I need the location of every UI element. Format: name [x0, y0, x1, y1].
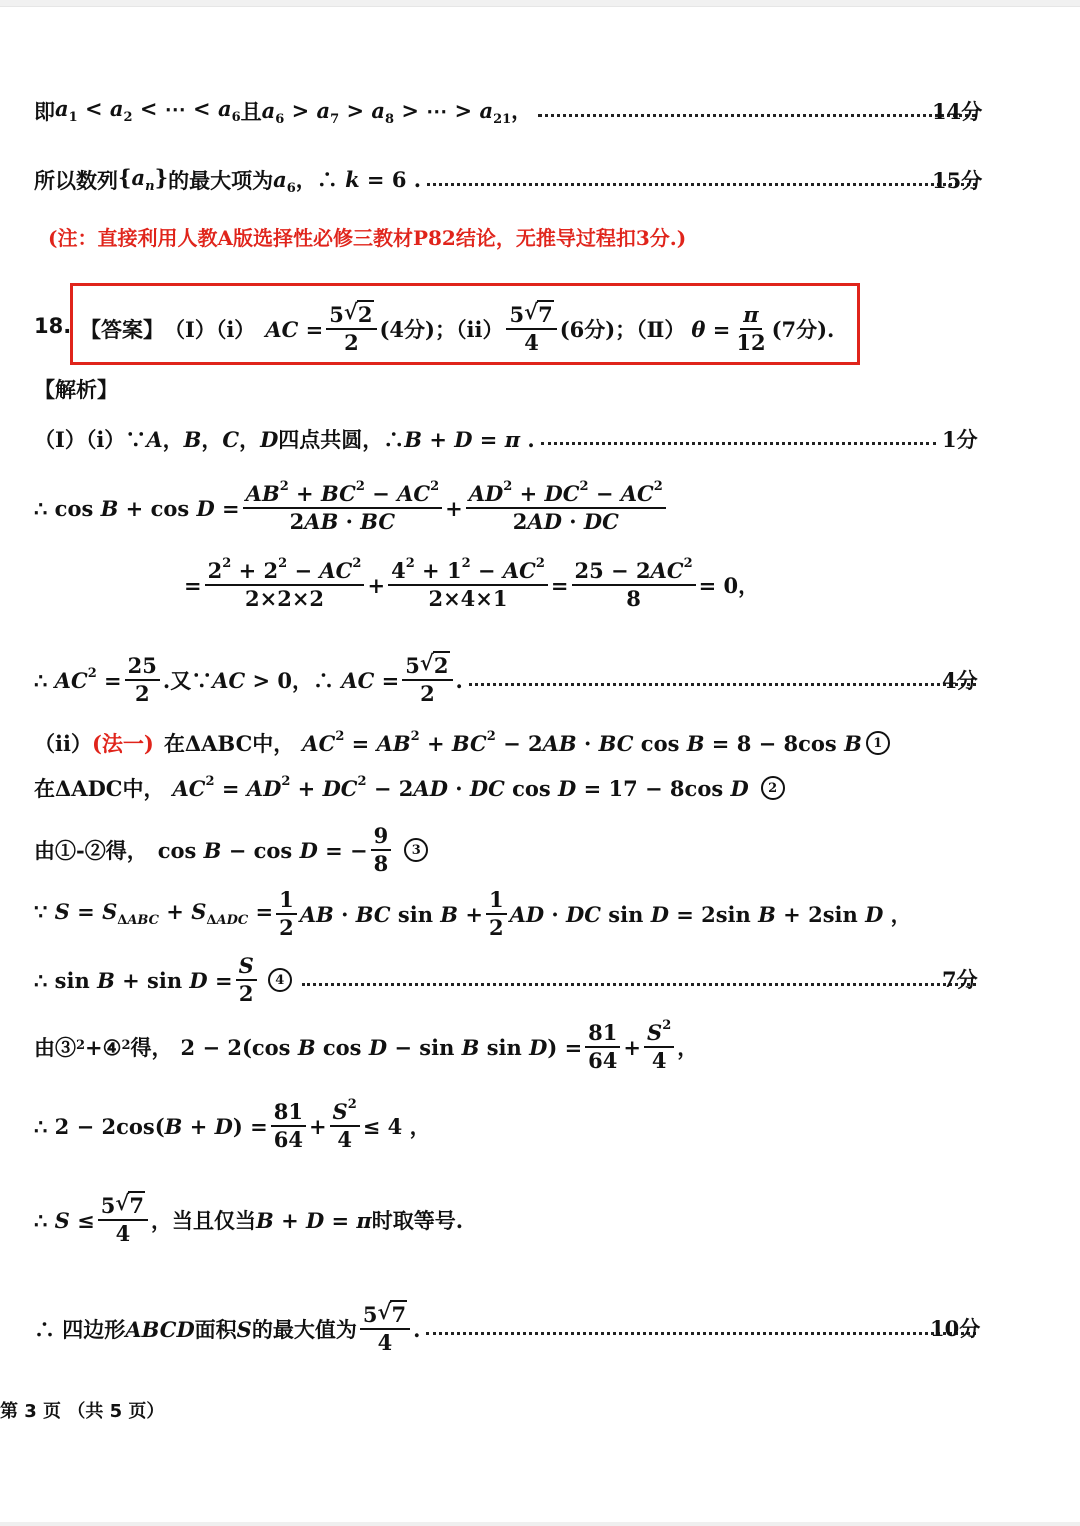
line-max-term: [34, 155, 982, 205]
math-order-chain-2: $a_6 > a_7 > a_8$ > ⋯ > $a_{21}$，: [261, 97, 533, 128]
dot-leader: [302, 983, 976, 986]
text-concyclic: 四点共圆，∴: [278, 427, 405, 452]
answer-p6: (6分)；（Ⅱ）: [559, 317, 686, 342]
line-square-sum: 由③ $^2$ +④ $^2$ 得， 2 − 2(cos B cos D − sin B sin D) = $\frac{81}{64}$ + $\frac{S^2}{4}$ ，: [34, 1017, 699, 1073]
line-max-area: ∴ 四边形 ABCD 面积 S 的最大值为 $\frac{5√ 7}{4}$ .: [34, 1301, 982, 1357]
math-a6-k: $a_6$，∴ k = 6 .: [273, 166, 422, 197]
question-number: 18.: [34, 314, 72, 338]
text-max-term: 的最大项为: [168, 168, 274, 193]
circled-1: 1: [866, 731, 890, 755]
line-cos-sum: ∴ cos B + cos D = $\frac{AB^2 + BC^2 - AC^2}{2AB \cdot BC}$ + $\frac{AD^2 + DC^2 - AC^2}{2AD \cdot DC}$: [34, 478, 669, 538]
line-area: ∵ $S = S_{\Delta ABC} + S_{\Delta ADC}$ = $\frac{1}{2}$ AB · BC sin B + $\frac{1}{2}$ AD · DC sin D = 2sin B + 2sin D ，: [34, 886, 912, 940]
text-de: 得，: [130, 1035, 173, 1060]
math-abcd: A，B，C，D: [146, 427, 279, 452]
page-top-edge: [0, 0, 1080, 7]
line-ac-value: ∴ $AC^2$ = $\frac{25}{2}$ .又∵ AC > 0，∴ AC = $\frac{5√ 2}{2}$ .: [34, 652, 982, 708]
answer-p7: (7分).: [771, 317, 835, 342]
frac-5sqrt7-4: $\frac{5√ 7}{4}$: [506, 303, 556, 355]
page-footer: 第 3 页 （共 5 页）: [0, 1401, 165, 1422]
line-sequence-order: [34, 86, 982, 136]
circled-4: 4: [268, 968, 292, 992]
line-adc: 在ΔADC中， $AC^2 = AD^2 + DC^2 - 2AD$ · DC cos D = 17 − 8cos D 2: [34, 763, 789, 813]
score-14: 14分: [932, 99, 983, 124]
text-quad: ∴ 四边形: [34, 1317, 126, 1342]
text-equality-cond: ，当且仅当: [151, 1208, 257, 1233]
text-part-ii: （ⅱ）: [34, 731, 92, 756]
red-note: (注：直接利用人教A版选择性必修三教材P82结论，无推导过程扣3分.): [48, 226, 687, 250]
frac-pi-12: $\frac{\pi}{12}$: [736, 301, 766, 355]
text-max-value: 的最大值为: [251, 1317, 357, 1342]
text-qie: 且: [240, 99, 262, 124]
math-seq: $\{a_n\}$: [118, 165, 169, 195]
math-b-plus-d: B + D = π .: [404, 426, 535, 452]
answer-part-i: （Ⅰ）（ⅰ）: [164, 317, 256, 342]
text-method-one: (法一): [91, 731, 154, 756]
text-suoyi: 所以数列: [34, 168, 118, 193]
text-area: 面积: [194, 1317, 237, 1342]
page-bottom-edge: [0, 1522, 1080, 1526]
text-in-adc: 在ΔADC中，: [34, 776, 165, 801]
score-4: 4分: [942, 668, 978, 693]
line-sin-sum: ∴ sin B + sin D = $\frac{S}{2}$ 4: [34, 952, 982, 1008]
frac-5sqrt2-2: $\frac{5√ 2}{2}$: [326, 303, 376, 355]
dot-leader: [427, 183, 976, 186]
math-theta: θ =: [691, 316, 731, 342]
math-ac: AC =: [265, 316, 324, 342]
line-concyclic: [34, 414, 942, 464]
text-ji: 即: [34, 99, 55, 124]
line-s-bound: ∴ S ≤ $\frac{5√ 7}{4}$ ，当且仅当 B + D = π 时取等号.: [34, 1192, 463, 1248]
line-method-one: （ⅱ） (法一) 在ΔABC中， $AC^2 = AB^2 + BC^2 - 2AB$ · BC cos B = 8 − 8cos B 1: [34, 718, 894, 768]
text-you: .又∵: [162, 668, 213, 693]
line-cos-sum-value: = $\frac{2^2 + 2^2 - AC^2}{2\times 2\times 2}$ + $\frac{4^2 + 1^2 - AC^2}{2\times 4\times 1}$ = $\frac{25 - 2AC^2}{8}$ = 0，: [184, 555, 760, 611]
line-cos-ineq: ∴ 2 − 2cos(B + D) = $\frac{81}{64}$ + $\frac{S^2}{4}$ ≤ 4 ，: [34, 1096, 431, 1152]
dot-leader: [541, 442, 936, 445]
math-order-chain: $a_1 < a_2$ < ⋯ < $a_6$: [55, 96, 241, 126]
score-1: 1分: [942, 427, 978, 452]
dot-leader: [538, 114, 976, 117]
text-plus-4: +④: [85, 1034, 122, 1060]
score-15: 15分: [932, 168, 983, 193]
circled-2: 2: [761, 776, 785, 800]
line-cos-diff: 由①-②得， cos B − cos D = − $\frac{9}{8}$ 3: [34, 822, 432, 878]
score-10: 10分: [930, 1316, 981, 1341]
text-equality: 时取等号.: [371, 1208, 464, 1233]
dot-leader: [426, 1332, 976, 1335]
text-sol-i: （Ⅰ）（ⅰ）∵: [34, 427, 147, 452]
answer-line: [80, 299, 834, 359]
score-7: 7分: [942, 967, 978, 992]
answer-label: 【答案】: [80, 317, 164, 342]
answer-p4: (4分)；（ⅱ）: [379, 317, 504, 342]
circled-3: 3: [404, 838, 428, 862]
dot-leader: [469, 683, 976, 686]
analysis-label: 【解析】: [34, 377, 118, 402]
text-in-abc: 在ΔABC中，: [163, 731, 295, 756]
text-you-3: 由③: [34, 1035, 76, 1060]
text-you-12: 由①-②得，: [34, 838, 148, 863]
